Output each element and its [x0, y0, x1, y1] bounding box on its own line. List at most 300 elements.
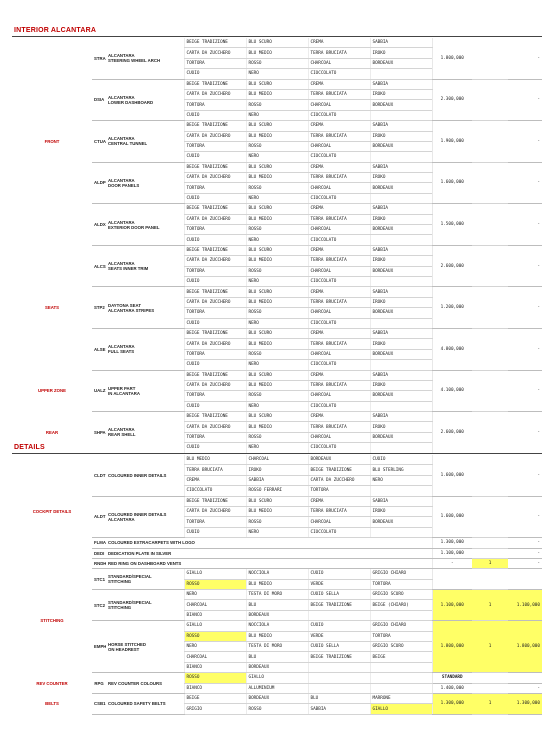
colour-option[interactable]: SABBIA	[370, 79, 432, 89]
colour-option[interactable]: IROKO	[370, 89, 432, 99]
colour-option[interactable]: CARTA DA ZUCCHERO	[184, 89, 246, 99]
colour-option[interactable]: VERDE	[308, 579, 370, 589]
colour-option[interactable]: CIOCCOLATO	[308, 110, 370, 120]
colour-option[interactable]: TORTORA	[308, 486, 370, 496]
colour-option[interactable]: BEIGE TRADIZIONE	[184, 162, 246, 172]
colour-option[interactable]: ROSSO	[184, 631, 246, 641]
colour-option[interactable]: TORTORA	[184, 308, 246, 318]
colour-option[interactable]: BEIGE TRADIZIONE	[184, 121, 246, 131]
colour-option[interactable]: GIALLO	[184, 621, 246, 631]
colour-option[interactable]: CREMA	[308, 121, 370, 131]
selection-flag[interactable]	[472, 496, 508, 538]
colour-option[interactable]: IROKO	[370, 173, 432, 183]
colour-option[interactable]: CUOIO	[184, 360, 246, 370]
colour-option[interactable]: TERRA BRUCIATA	[184, 465, 246, 475]
colour-option[interactable]: NERO	[246, 443, 308, 453]
colour-option[interactable]: ROSSO	[246, 349, 308, 359]
colour-option[interactable]: BORDEAUX	[370, 517, 432, 527]
option-price: 1.600,000	[432, 162, 472, 204]
colour-option[interactable]: NERO	[246, 235, 308, 245]
colour-option[interactable]: BEIGE	[184, 693, 246, 703]
selection-flag[interactable]	[472, 673, 508, 683]
option-description: STANDARD/SPECIAL STITCHING	[106, 569, 184, 590]
colour-option[interactable]: CARTA DA ZUCCHERO	[184, 173, 246, 183]
colour-option[interactable]: CHARCOAL	[308, 225, 370, 235]
option-row	[12, 328, 542, 338]
colour-option[interactable]: CARTA DA ZUCCHERO	[184, 339, 246, 349]
colour-option[interactable]	[308, 683, 370, 693]
colour-option[interactable]: ROSSO	[184, 673, 246, 683]
colour-option[interactable]: CIOCCOLATO	[308, 443, 370, 453]
colour-option[interactable]: BLU SCURO	[246, 370, 308, 380]
colour-option[interactable]: GIALLO	[370, 704, 432, 714]
colour-option[interactable]: GIALLO	[184, 569, 246, 579]
colour-option[interactable]: BORDEAUX	[370, 183, 432, 193]
selection-flag[interactable]: 1	[472, 693, 508, 714]
colour-option[interactable]: CARTA DA ZUCCHERO	[184, 256, 246, 266]
colour-option[interactable]: BLU MEDIO	[246, 89, 308, 99]
colour-option[interactable]: BORDEAUX	[308, 455, 370, 465]
colour-option[interactable]: CHARCOAL	[308, 58, 370, 68]
colour-option[interactable]: NERO	[246, 318, 308, 328]
colour-option[interactable]: BEIGE TRADIZIONE	[184, 328, 246, 338]
colour-option[interactable]: BLU SCURO	[246, 79, 308, 89]
colour-option[interactable]: BLU MEDIO	[246, 173, 308, 183]
option-description: COLOURED EXTRACARPETS WITH LOGO	[106, 538, 432, 548]
colour-option[interactable]: BORDEAUX	[370, 308, 432, 318]
colour-option[interactable]: CARTA DA ZUCCHERO	[184, 506, 246, 516]
colour-option[interactable]: ROSSO	[246, 704, 308, 714]
colour-option[interactable]: BEIGE TRADIZIONE	[308, 465, 370, 475]
colour-option[interactable]: IROKO	[246, 465, 308, 475]
colour-option[interactable]: ROSSO	[246, 100, 308, 110]
colour-option[interactable]	[370, 276, 432, 286]
colour-option[interactable]: CUOIO	[308, 569, 370, 579]
selection-flag[interactable]	[472, 683, 508, 693]
colour-option[interactable]: CREMA	[308, 38, 370, 48]
option-total: -	[508, 328, 542, 370]
colour-option[interactable]: IROKO	[370, 131, 432, 141]
selection-flag[interactable]	[472, 328, 508, 370]
colour-option[interactable]: CHARCOAL	[246, 455, 308, 465]
colour-option[interactable]: TERRA BRUCIATA	[308, 131, 370, 141]
option-description: DAYTONA SEAT ALCANTARA STRIPES	[106, 287, 184, 329]
colour-option[interactable]: BLU MEDIO	[246, 339, 308, 349]
option-description: COLOURED INNER DETAILS ALCANTARA	[106, 496, 184, 538]
colour-option[interactable]: BORDEAUX	[370, 432, 432, 442]
colour-option[interactable]: CARTA DA ZUCCHERO	[184, 48, 246, 58]
colour-option[interactable]: TORTORA	[184, 225, 246, 235]
colour-option[interactable]: BORDEAUX	[370, 225, 432, 235]
colour-option[interactable]: CARTA DA ZUCCHERO	[308, 475, 370, 485]
colour-option[interactable]: CIOCCOLATO	[308, 318, 370, 328]
option-total: 1.100,000	[508, 590, 542, 621]
colour-option[interactable]: BORDEAUX	[246, 610, 308, 620]
colour-option[interactable]: CUOIO	[184, 401, 246, 411]
colour-option[interactable]: CHARCOAL	[308, 100, 370, 110]
colour-option[interactable]: SABBIA	[308, 704, 370, 714]
colour-option[interactable]: GRIGIO	[184, 704, 246, 714]
colour-option[interactable]: CIOCCOLATO	[308, 235, 370, 245]
colour-option[interactable]: SABBIA	[370, 162, 432, 172]
selection-flag[interactable]	[472, 412, 508, 454]
colour-option[interactable]: CIOCCOLATO	[308, 152, 370, 162]
colour-option[interactable]: CREMA	[308, 496, 370, 506]
colour-option[interactable]: BLU MEDIO	[246, 506, 308, 516]
colour-option[interactable]	[308, 673, 370, 683]
colour-option[interactable]: BEIGE (CHIARO)	[370, 600, 432, 610]
option-description: UPPER PART IN ALCANTARA	[106, 370, 184, 412]
colour-option[interactable]: BLU	[308, 693, 370, 703]
colour-option[interactable]: TORTORA	[184, 100, 246, 110]
colour-option[interactable]: BLU MEDIO	[246, 422, 308, 432]
colour-option[interactable]: TORTORA	[184, 349, 246, 359]
colour-option[interactable]: IROKO	[370, 48, 432, 58]
colour-option[interactable]: TESTA DI MORO	[246, 642, 308, 652]
colour-option[interactable]: TORTORA	[184, 266, 246, 276]
colour-option[interactable]: SABBIA	[370, 204, 432, 214]
selection-flag[interactable]	[472, 287, 508, 329]
colour-option[interactable]: ROSSO	[246, 183, 308, 193]
colour-option[interactable]: BORDEAUX	[370, 58, 432, 68]
option-code: STC1	[92, 569, 106, 590]
colour-option[interactable]: ROSSO	[246, 225, 308, 235]
category-label: REAR	[45, 429, 59, 435]
colour-option[interactable]	[370, 110, 432, 120]
colour-option[interactable]	[308, 610, 370, 620]
colour-option[interactable]: TORTORA	[370, 579, 432, 589]
colour-option[interactable]	[370, 527, 432, 537]
option-total: -	[508, 204, 542, 246]
colour-option[interactable]: NERO	[246, 193, 308, 203]
colour-option[interactable]: CREMA	[308, 287, 370, 297]
colour-option[interactable]: SABBIA	[370, 412, 432, 422]
colour-option[interactable]: NERO	[184, 642, 246, 652]
colour-option[interactable]: BLU MEDIO	[246, 297, 308, 307]
colour-option[interactable]: BORDEAUX	[246, 662, 308, 672]
colour-option[interactable]: CARTA DA ZUCCHERO	[184, 131, 246, 141]
colour-option[interactable]: TERRA BRUCIATA	[308, 506, 370, 516]
colour-option[interactable]: TERRA BRUCIATA	[308, 89, 370, 99]
colour-option[interactable]: BEIGE TRADIZIONE	[184, 38, 246, 48]
colour-option[interactable]: SABBIA	[370, 370, 432, 380]
option-code: STRA	[92, 38, 106, 79]
option-price: 1.800,000	[432, 38, 472, 79]
colour-option[interactable]: NERO	[184, 590, 246, 600]
colour-option[interactable]: BLU SCURO	[246, 287, 308, 297]
colour-option[interactable]: TORTORA	[184, 391, 246, 401]
colour-option[interactable]: SABBIA	[370, 328, 432, 338]
colour-option[interactable]: BEIGE TRADIZIONE	[184, 496, 246, 506]
colour-option[interactable]: TERRA BRUCIATA	[308, 214, 370, 224]
colour-option[interactable]: ROSSO	[246, 391, 308, 401]
colour-option[interactable]: BLU MEDIO	[246, 48, 308, 58]
colour-option[interactable]: CREMA	[308, 412, 370, 422]
colour-option[interactable]: BORDEAUX	[370, 141, 432, 151]
colour-option[interactable]: IROKO	[370, 256, 432, 266]
colour-option[interactable]	[370, 486, 432, 496]
colour-option[interactable]: CHARCOAL	[308, 308, 370, 318]
colour-option[interactable]: CUOIO	[184, 443, 246, 453]
colour-option[interactable]: TESTA DI MORO	[246, 590, 308, 600]
colour-option[interactable]: CIOCCOLATO	[308, 401, 370, 411]
colour-option[interactable]: NERO	[246, 360, 308, 370]
colour-option[interactable]: MARRONE	[370, 693, 432, 703]
colour-option[interactable]	[370, 610, 432, 620]
colour-option[interactable]	[370, 152, 432, 162]
colour-option[interactable]: BLU SCURO	[246, 38, 308, 48]
colour-option[interactable]: CARTA DA ZUCCHERO	[184, 380, 246, 390]
colour-option[interactable]: TERRA BRUCIATA	[308, 339, 370, 349]
colour-option[interactable]	[370, 318, 432, 328]
colour-option[interactable]: BLU	[246, 652, 308, 662]
colour-option[interactable]: CUOIO	[308, 621, 370, 631]
colour-option[interactable]: CUOIO	[184, 318, 246, 328]
colour-option[interactable]: CHARCOAL	[308, 141, 370, 151]
selection-flag[interactable]: 1	[472, 558, 508, 568]
colour-option[interactable]: CUOIO	[184, 235, 246, 245]
colour-option[interactable]: BLU	[246, 600, 308, 610]
colour-option[interactable]: CHARCOAL	[308, 391, 370, 401]
selection-flag[interactable]	[472, 455, 508, 496]
colour-option[interactable]	[370, 69, 432, 79]
colour-option[interactable]: CIOCCOLATO	[308, 527, 370, 537]
colour-option[interactable]: ROSSO	[246, 432, 308, 442]
colour-option[interactable]: VERDE	[308, 631, 370, 641]
colour-option[interactable]: CREMA	[308, 79, 370, 89]
colour-option[interactable]: BORDEAUX	[370, 349, 432, 359]
colour-option[interactable]	[370, 401, 432, 411]
colour-option[interactable]: CHARCOAL	[184, 600, 246, 610]
colour-option[interactable]: IROKO	[370, 339, 432, 349]
selection-flag[interactable]	[472, 569, 508, 590]
selection-flag[interactable]	[472, 548, 508, 558]
colour-option[interactable]: SABBIA	[370, 245, 432, 255]
colour-option[interactable]: BEIGE TRADIZIONE	[184, 204, 246, 214]
colour-option[interactable]: CREMA	[308, 328, 370, 338]
colour-option[interactable]: NERO	[246, 69, 308, 79]
colour-option[interactable]: IROKO	[370, 380, 432, 390]
colour-option[interactable]: CARTA DA ZUCCHERO	[184, 422, 246, 432]
colour-option[interactable]: IROKO	[370, 297, 432, 307]
colour-option[interactable]: NERO	[246, 110, 308, 120]
colour-option[interactable]: BEIGE TRADIZIONE	[308, 652, 370, 662]
colour-option[interactable]: CHARCOAL	[308, 432, 370, 442]
colour-option[interactable]: CHARCOAL	[184, 652, 246, 662]
colour-option[interactable]: CARTA DA ZUCCHERO	[184, 297, 246, 307]
colour-option[interactable]: BORDEAUX	[370, 100, 432, 110]
option-description: ALCANTARA EXTERIOR DOOR PANEL	[106, 204, 184, 246]
option-description: COLOURED INNER DETAILS	[106, 455, 184, 496]
colour-option[interactable]	[370, 683, 432, 693]
option-description: ALCANTARA SEATS INNER TRIM	[106, 245, 184, 287]
colour-option[interactable]: BEIGE TRADIZIONE	[184, 245, 246, 255]
selection-flag[interactable]	[472, 370, 508, 412]
colour-option[interactable]: NERO	[370, 475, 432, 485]
colour-option[interactable]: BLU MEDIO	[246, 579, 308, 589]
colour-option[interactable]: ROSSO	[246, 308, 308, 318]
option-code: EMPH	[92, 621, 106, 673]
colour-option[interactable]: TERRA BRUCIATA	[308, 297, 370, 307]
option-row	[12, 590, 542, 600]
colour-option[interactable]: BLU SCURO	[246, 412, 308, 422]
option-description: ALCANTARA CENTRAL TUNNEL	[106, 121, 184, 163]
selection-flag[interactable]	[472, 162, 508, 204]
colour-option[interactable]: SABBIA	[370, 287, 432, 297]
option-price: 1.400,000	[432, 683, 472, 693]
colour-option[interactable]: BLU SCURO	[246, 328, 308, 338]
colour-option[interactable]: BEIGE TRADIZIONE	[184, 370, 246, 380]
colour-option[interactable]: GRIGIO SCURO	[370, 590, 432, 600]
colour-option[interactable]: NERO	[246, 276, 308, 286]
colour-option[interactable]: BLU STERLING	[370, 465, 432, 475]
colour-option[interactable]: TORTORA	[184, 432, 246, 442]
colour-option[interactable]: BEIGE TRADIZIONE	[184, 412, 246, 422]
colour-option[interactable]: CUOIO	[184, 69, 246, 79]
option-row	[12, 38, 542, 48]
colour-option[interactable]: CIOCCOLATO	[308, 360, 370, 370]
colour-option[interactable]: CIOCCOLATO	[308, 276, 370, 286]
colour-option[interactable]: ROSSO	[246, 141, 308, 151]
colour-option[interactable]: TORTORA	[370, 631, 432, 641]
colour-option[interactable]: CIOCCOLATO	[308, 193, 370, 203]
selection-flag[interactable]	[472, 121, 508, 163]
colour-option[interactable]: CHARCOAL	[308, 349, 370, 359]
colour-option[interactable]: BLU MEDIO	[246, 256, 308, 266]
colour-option[interactable]: TERRA BRUCIATA	[308, 422, 370, 432]
colour-option[interactable]: BLU SCURO	[246, 162, 308, 172]
colour-option[interactable]: SABBIA	[370, 496, 432, 506]
colour-option[interactable]: BORDEAUX	[370, 391, 432, 401]
colour-option[interactable]: TORTORA	[184, 183, 246, 193]
colour-option[interactable]: TORTORA	[184, 517, 246, 527]
colour-option[interactable]	[370, 193, 432, 203]
colour-option[interactable]: CUOIO	[370, 455, 432, 465]
colour-option[interactable]: CUOIO	[184, 193, 246, 203]
colour-option[interactable]	[370, 235, 432, 245]
colour-option[interactable]: NERO	[246, 152, 308, 162]
colour-option[interactable]	[370, 443, 432, 453]
colour-option[interactable]: TORTORA	[184, 141, 246, 151]
colour-option[interactable]: BIANCO	[184, 683, 246, 693]
colour-option[interactable]: GRIGIO CHIARO	[370, 621, 432, 631]
colour-option[interactable]: BEIGE TRADIZIONE	[184, 79, 246, 89]
colour-option[interactable]: BORDEAUX	[370, 266, 432, 276]
colour-option[interactable]: TERRA BRUCIATA	[308, 173, 370, 183]
selection-flag[interactable]	[472, 79, 508, 121]
colour-option[interactable]: CUOIO	[184, 276, 246, 286]
colour-option[interactable]: CREMA	[184, 475, 246, 485]
category-label: STITCHING	[40, 618, 64, 624]
colour-option[interactable]: BORDEAUX	[246, 693, 308, 703]
option-row	[12, 79, 542, 89]
colour-option[interactable]: SABBIA	[370, 121, 432, 131]
colour-option[interactable]: CREMA	[308, 245, 370, 255]
colour-option[interactable]: BLU SCURO	[246, 496, 308, 506]
colour-option[interactable]: BIANCO	[184, 610, 246, 620]
option-code: DEDI	[92, 548, 106, 558]
colour-option[interactable]: CUOIO SELLA	[308, 642, 370, 652]
colour-option[interactable]: SABBIA	[370, 38, 432, 48]
colour-option[interactable]: SABBIA	[246, 475, 308, 485]
colour-option[interactable]: NERO	[246, 527, 308, 537]
colour-option[interactable]: BLU MEDIO	[246, 214, 308, 224]
colour-option[interactable]: IROKO	[370, 214, 432, 224]
colour-option[interactable]	[370, 662, 432, 672]
colour-option[interactable]: CUOIO	[184, 527, 246, 537]
colour-option[interactable]: TORTORA	[184, 58, 246, 68]
colour-option[interactable]: BLU MEDIO	[184, 455, 246, 465]
option-row	[12, 548, 542, 558]
selection-flag[interactable]: 1	[472, 621, 508, 673]
category-label: SEATS	[44, 305, 59, 311]
colour-option[interactable]: CREMA	[308, 370, 370, 380]
selection-flag[interactable]	[472, 538, 508, 548]
colour-option[interactable]: BEIGE TRADIZIONE	[184, 287, 246, 297]
colour-option[interactable]: GRIGIO CHIARO	[370, 569, 432, 579]
colour-option[interactable]: CHARCOAL	[308, 517, 370, 527]
colour-option[interactable]: CREMA	[308, 162, 370, 172]
colour-option[interactable]: BEIGE	[370, 652, 432, 662]
colour-option[interactable]: NERO	[246, 401, 308, 411]
colour-option[interactable]: IROKO	[370, 422, 432, 432]
colour-option[interactable]: CIOCCOLATO	[308, 69, 370, 79]
colour-option[interactable]: BLU SCURO	[246, 245, 308, 255]
colour-option[interactable]: ROSSO	[184, 579, 246, 589]
colour-option[interactable]: CHARCOAL	[308, 266, 370, 276]
colour-option[interactable]: CHARCOAL	[308, 183, 370, 193]
colour-option[interactable]: BLU MEDIO	[246, 131, 308, 141]
colour-option[interactable]	[370, 673, 432, 683]
colour-option[interactable]: ROSSO	[246, 517, 308, 527]
colour-option[interactable]: IROKO	[370, 506, 432, 516]
option-total: -	[508, 683, 542, 693]
selection-flag[interactable]	[472, 38, 508, 79]
colour-option[interactable]: CARTA DA ZUCCHERO	[184, 214, 246, 224]
colour-option[interactable]: ROSSO	[246, 58, 308, 68]
colour-option[interactable]: TERRA BRUCIATA	[308, 380, 370, 390]
colour-option[interactable]: ALLUMINIUM	[246, 683, 308, 693]
category-label: FRONT	[44, 139, 60, 145]
colour-option[interactable]: NOCCIOLA	[246, 621, 308, 631]
colour-option[interactable]: NOCCIOLA	[246, 569, 308, 579]
colour-option[interactable]: BEIGE TRADIZIONE	[308, 600, 370, 610]
colour-option[interactable]: ROSSO FERRARI	[246, 486, 308, 496]
selection-flag[interactable]: 1	[472, 590, 508, 621]
colour-option[interactable]: BIANCO	[184, 662, 246, 672]
selection-flag[interactable]	[472, 245, 508, 287]
colour-option[interactable]: CUOIO	[184, 110, 246, 120]
colour-option[interactable]: BLU MEDIO	[246, 631, 308, 641]
colour-option[interactable]: TERRA BRUCIATA	[308, 256, 370, 266]
colour-option[interactable]: GRIGIO SCURO	[370, 642, 432, 652]
colour-option[interactable]: BLU SCURO	[246, 121, 308, 131]
colour-option[interactable]	[308, 662, 370, 672]
colour-option[interactable]: CIOCCOLATO	[184, 486, 246, 496]
selection-flag[interactable]	[472, 204, 508, 246]
colour-option[interactable]: ROSSO	[246, 266, 308, 276]
option-total: 1.800,000	[508, 621, 542, 673]
option-total: -	[508, 412, 542, 454]
colour-option[interactable]	[370, 360, 432, 370]
colour-option[interactable]: BLU SCURO	[246, 204, 308, 214]
colour-option[interactable]: CUOIO	[184, 152, 246, 162]
colour-option[interactable]: CREMA	[308, 204, 370, 214]
colour-option[interactable]: GIALLO	[246, 673, 308, 683]
colour-option[interactable]: TERRA BRUCIATA	[308, 48, 370, 58]
colour-option[interactable]: CUOIO SELLA	[308, 590, 370, 600]
colour-option[interactable]: BLU MEDIO	[246, 380, 308, 390]
